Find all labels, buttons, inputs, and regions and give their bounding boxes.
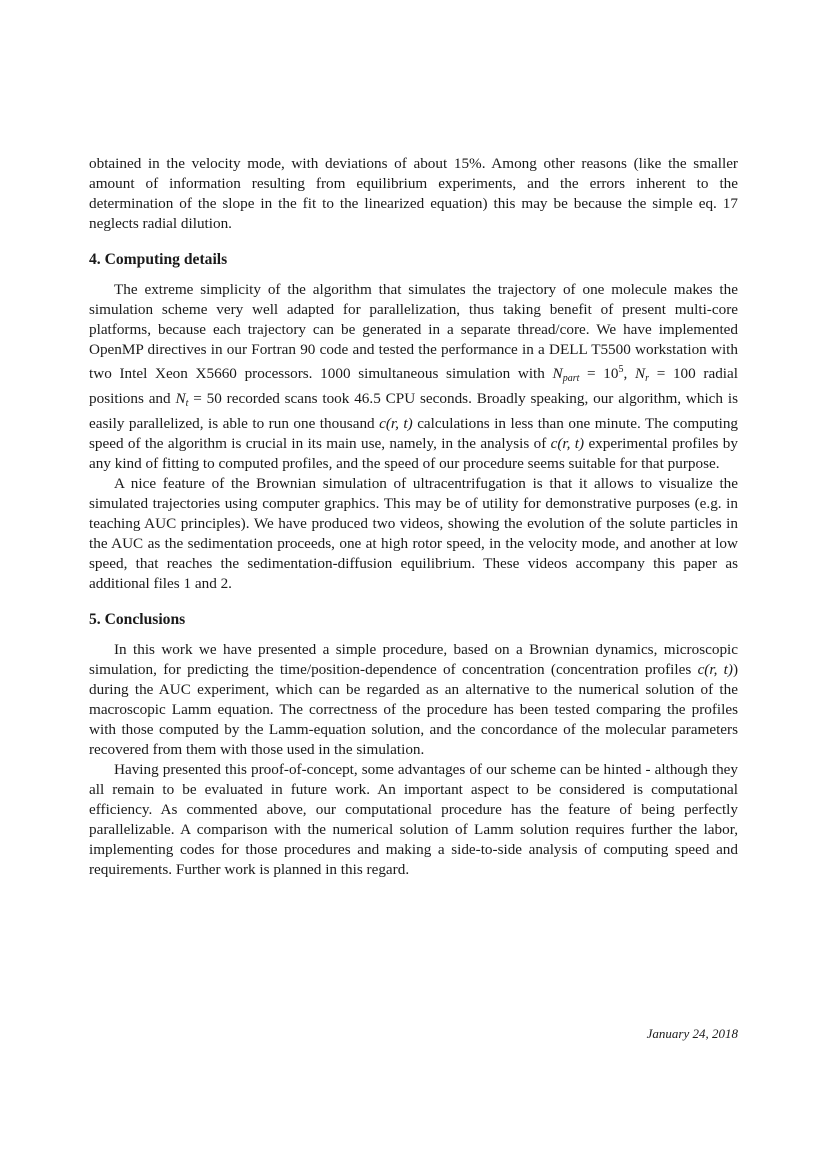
paragraph-computing-1: The extreme simplicity of the algorithm that simulates the trajectory of one molecule makes the simulation scheme very well adapted for parallelization, thus taking benefit of present multi-core platforms, because each trajectory can be generated in a separate thread/core. We have implemented OpenMP directives in our Fortran 90 code and tested the performance in a DELL T5500 workstation with two Intel Xeon X5660 processors. 1000 simultaneous simulation with $N_{part} = 10^5$, $N_r = 100$ radial positions and $N_t = 50$ recorded scans took 46.5 CPU seconds. Broadly speaking, our algorithm, which is easily parallelized, is able to run one thousand c(r, t) calculations in less than one minute. The computing speed of the algorithm is crucial in its main use, namely, in the analysis of c(r, t) experimental profiles by any kind of fitting to computed profiles, and the speed of our procedure seems suitable for that purpose.: [89, 281, 739, 472]
math-eq: = 10: [579, 365, 619, 382]
paragraph-conclusions-1: [89, 640, 738, 760]
text-run: In this work we have presented a simple procedure, based on a Brownian dynamics, microscopic simulation, for predicting the time/position-dependence of concentration (concentration profiles: [89, 641, 738, 678]
text-run: recorded scans took 46.5 CPU seconds. Broadly speaking, our algorithm, which is easily parallelized, is able to run one thousand: [89, 390, 738, 432]
paragraph-continuation: obtained in the velocity mode, with deviations of about 15%. Among other reasons (like the smaller amount of information resulting from equilibrium experiments, and the errors inherent to the determination of the slope in the fit to the linearized equation) this may be because the simple eq. 17 neglects radial dilution.: [89, 155, 738, 232]
text-run: radial positions and: [89, 365, 738, 407]
math-sub-t: t: [185, 398, 189, 409]
text-run: experimental profiles by any kind of fitting to computed profiles, and the speed of our procedure seems suitable for that purpose.: [89, 435, 738, 472]
math-crt: c(r, t): [379, 415, 413, 432]
text-run: ) during the AUC experiment, which can be regarded as an alternative to the numerical solution of the macroscopic Lamm equation. The correctness of the procedure has been tested comparing the profiles with those computed by the Lamm-equation solution, and the concordance of the molecular parameters recovered from them with those used in the simulation.: [89, 661, 739, 758]
math-crt: c(r, t): [697, 661, 733, 678]
footer-date: January 24, 2018: [646, 1026, 738, 1041]
text-run: The extreme simplicity of the algorithm that simulates the trajectory of one molecule makes the simulation scheme very well adapted for parallelization, thus taking benefit of present multi-core platforms, because each trajectory can be generated in a separate thread/core. We have implemented OpenMP directives in our Fortran 90 code and tested the performance in a DELL T5500 workstation with two Intel Xeon X5660 processors. 1000 simultaneous simulation with: [89, 281, 738, 382]
section-heading-computing-details: 4. Computing details: [89, 251, 228, 268]
math-N: N: [634, 365, 646, 382]
math-eq: = 50: [188, 390, 227, 407]
math-sub-part: part: [562, 373, 580, 384]
math-eq: = 100: [649, 365, 704, 382]
paragraph-computing-2: A nice feature of the Brownian simulation of ultracentrifugation is that it allows to visualize the simulated trajectories using computer graphics. This may be of utility for demonstrative purposes (e.g. in teaching AUC principles). We have produced two videos, showing the evolution of the solute particles in the AUC as the sedimentation proceeds, one at high rotor speed, in the velocity mode, and another at low speed, that reaches the sedimentation-diffusion equilibrium. These videos accompany this paper as additional files 1 and 2.: [89, 475, 738, 592]
math-N: N: [175, 390, 186, 407]
paragraph-conclusions-2: Having presented this proof-of-concept, some advantages of our scheme can be hinted - although they all remain to be evaluated in future work. An important aspect to be considered is computational efficiency. As commented above, our computational procedure has the feature of being perfectly parallelizable. A comparison with the numerical solution of Lamm solution requires further the labor, implementing codes for those procedures and making a side-to-side analysis of computing speed and requirements. Further work is planned in this regard.: [89, 761, 738, 878]
math-crt: c(r, t): [550, 435, 585, 452]
paper-page: [89, 154, 738, 880]
text-run: calculations in less than one minute. The computing speed of the algorithm is crucial in its main use, namely, in the analysis of: [89, 415, 739, 452]
math-exp: 5: [618, 364, 624, 375]
math-N: N: [552, 365, 563, 382]
math-sub-r: r: [645, 373, 650, 384]
section-heading-conclusions: 5. Conclusions: [89, 611, 186, 628]
